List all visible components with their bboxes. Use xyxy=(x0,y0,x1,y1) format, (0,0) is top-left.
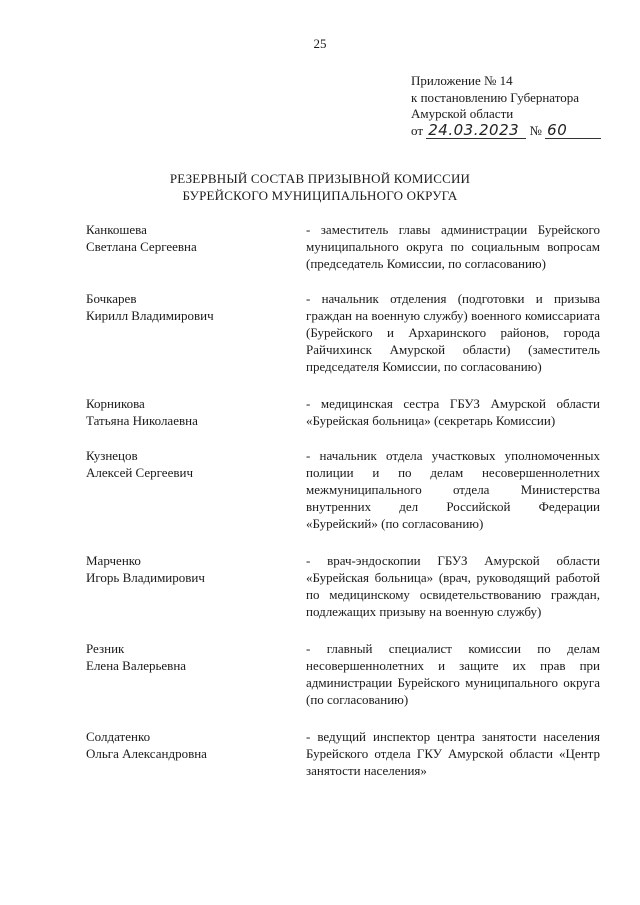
date-field xyxy=(426,120,526,139)
member-given-names: Светлана Сергеевна xyxy=(86,239,197,254)
number-field xyxy=(545,120,601,139)
member-given-names: Татьяна Николаевна xyxy=(86,413,198,428)
member-name xyxy=(86,552,306,620)
appendix-line-3: Амурской области xyxy=(411,106,514,121)
page-number: 25 xyxy=(313,36,327,51)
member-surname: Солдатенко xyxy=(86,729,151,744)
appendix-line-1: Приложение № 14 xyxy=(411,73,513,88)
member-position: - медицинская сестра ГБУЗ Амурской области «Бурейская больница» (секретарь Комиссии) xyxy=(306,396,600,428)
member-name xyxy=(86,395,306,429)
member-row xyxy=(86,290,600,375)
member-position: - начальник отделения (подготовки и призыва граждан на военную службу) военного комиссариата (Бурейского и Архаринского районов, города Райчихинск Амурской области) (заместитель председателя Комиссии, по согласованию) xyxy=(306,291,600,374)
members-list xyxy=(86,221,600,797)
member-position: - врач-эндоскопии ГБУЗ Амурской области «Бурейская больница» (врач, руководящий работой по медицинскому освидетельствованию граждан, подлежащих призыву на военную службу) xyxy=(306,553,600,619)
member-surname: Марченко xyxy=(86,553,141,568)
member-given-names: Елена Валерьевна xyxy=(86,658,187,673)
member-given-names: Алексей Сергеевич xyxy=(86,465,193,480)
member-name xyxy=(86,640,306,708)
member-row xyxy=(86,640,600,708)
appendix-block xyxy=(411,73,621,139)
handwritten-date: 24.03.2023 xyxy=(428,120,520,139)
member-surname: Кузнецов xyxy=(86,448,138,463)
member-position: - начальник отдела участковых уполномоченных полиции и по делам несовершеннолетних межмуниципального отдела Министерства внутренних дел Российской Федерации «Бурейский» (по согласованию) xyxy=(306,448,600,531)
title-line-1: РЕЗЕРВНЫЙ СОСТАВ ПРИЗЫВНОЙ КОМИССИИ xyxy=(169,171,471,186)
appendix-date-line xyxy=(411,120,621,140)
member-row xyxy=(86,552,600,620)
member-given-names: Кирилл Владимирович xyxy=(86,308,214,323)
number-prefix: № xyxy=(529,122,542,138)
from-prefix: от xyxy=(411,122,424,138)
member-name xyxy=(86,728,306,779)
member-name xyxy=(86,290,306,375)
title-line-2: БУРЕЙСКОГО МУНИЦИПАЛЬНОГО ОКРУГА xyxy=(182,187,458,203)
member-surname: Бочкарев xyxy=(86,291,137,306)
member-surname: Корникова xyxy=(86,396,145,411)
member-surname: Канкошева xyxy=(86,222,147,237)
member-name xyxy=(86,447,306,532)
member-row xyxy=(86,447,600,532)
member-position: - заместитель главы администрации Бурейского муниципального округа по социальным вопросам (председатель Комиссии, по согласованию) xyxy=(306,222,600,271)
member-position: - ведущий инспектор центра занятости населения Бурейского отдела ГКУ Амурской области «Центр занятости населения» xyxy=(306,729,600,778)
member-name xyxy=(86,221,306,272)
member-surname: Резник xyxy=(86,641,125,656)
member-row xyxy=(86,395,600,429)
document-title xyxy=(0,171,640,204)
member-row xyxy=(86,728,600,779)
member-given-names: Игорь Владимирович xyxy=(86,570,205,585)
member-position: - главный специалист комиссии по делам несовершеннолетних и защите их прав при администрации Бурейского муниципального округа (по согласованию) xyxy=(306,641,600,707)
member-given-names: Ольга Александровна xyxy=(86,746,207,761)
appendix-line-2: к постановлению Губернатора xyxy=(411,89,580,105)
member-row xyxy=(86,221,600,272)
handwritten-number: 60 xyxy=(547,120,568,139)
